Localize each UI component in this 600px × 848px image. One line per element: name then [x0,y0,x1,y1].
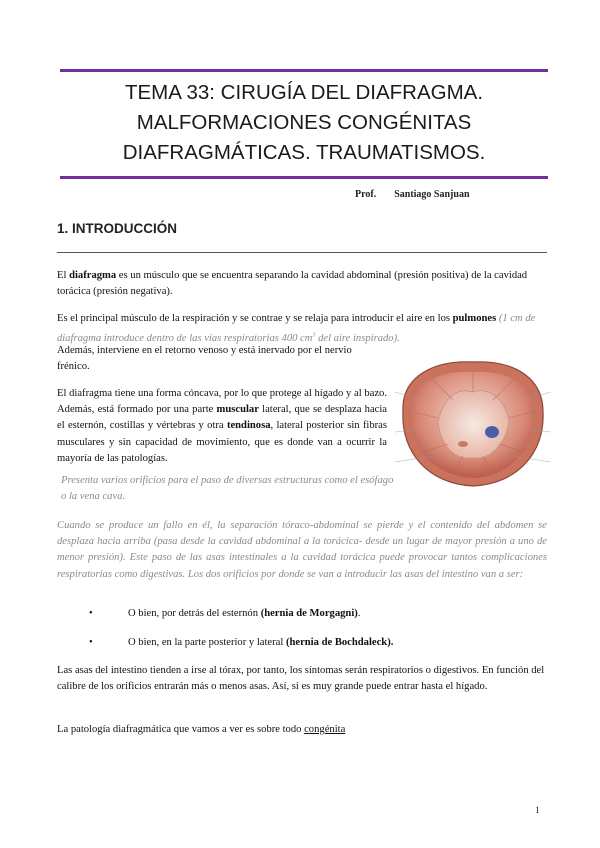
paragraph-2-cont: Además, interviene en el retorno venoso y está inervado por el nervio frénico. [57,345,352,373]
paragraph-7: La patología diafragmática que vamos a ver es sobre todo congénita [57,724,346,735]
term-congenita: congénita [304,724,346,735]
page-number: 1 [535,805,540,815]
term-diafragma: diafragma [69,270,117,281]
paragraph-5: Cuando se produce un fallo en él, la separación tóraco-abdominal se pierde y el contenido del abdomen se desplaza hacia arriba (pasa desde la cavidad abdominal a la torácica- desde un lugar de mayor presión a uno de menor presión). Este paso de las asas intestinales a la cavidad torácica puede provocar tantos complicaciones respiratorias como digestivas. Los dos orificios por donde se van a introducir las asas del intestino van a ser: [57,520,547,580]
note-volume: (1 cm de diafragma introduce dentro de las vías respiratorias 400 $cm^3$ del aire inspirado). [57,313,536,344]
paragraph-6: Las asas del intestino tienden a irse al tórax, por tanto, los síntomas serán respiratorios o digestivos. En función del calibre de los orificios entrarán más o menos asas. Así, si es muy grande puede entrar hasta el hígado. [57,665,545,693]
paragraph-3: El diafragma tiene una forma cóncava, por lo que protege al hígado y al bazo. Además, está formado por una parte muscular lateral, que se desplaza hacia el esternón, costillas y vértebras y otra tendinosa, lateral posterior sin fibras musculares y sin capacidad de movimiento, que es donde van a ocurrir la mayoría de las patologías. [57,388,387,464]
author-line [355,189,470,200]
section-heading: 1. INTRODUCCIÓN [57,221,178,236]
term-pulmones: pulmones [452,313,497,324]
title-bottom-divider [60,176,548,179]
bullet-item-morgagni: O bien, por detrás del esternón (hernia de Morgagni). [128,608,361,619]
page-title [60,78,548,168]
top-divider [60,69,548,72]
author-prefix: Prof. [355,189,377,200]
section-rule [57,252,547,253]
bullet-marker-1: • [89,608,93,619]
bullet-item-bochdaleck: O bien, en la parte posterior y lateral (hernia de Bochdaleck). [128,637,394,648]
paragraph-2: Es el principal músculo de la respiración y se contrae y se relaja para introducir el aire en los pulmones (1 cm de diafragma introduce dentro de las vías respiratorias 400 $cm^3$ del aire inspirado). [57,313,536,344]
bullet-marker-2: • [89,637,93,648]
paragraph-4: Presenta varios orificios para el paso de diversas estructuras como el esófago o la vena cava. [61,475,394,503]
paragraph-1: El diafragma es un músculo que se encuentra separando la cavidad abdominal (presión positiva) de la cavidad torácica (presión negativa). [57,270,528,298]
title-line-2: MALFORMACIONES CONGÉNITAS [136,111,472,134]
title-line-3: DIAFRAGMÁTICAS. TRAUMATISMOS. [122,141,486,164]
diaphragm-anatomy-illustration [393,352,553,492]
author-name: Santiago Sanjuan [394,189,470,200]
title-line-1: TEMA 33: CIRUGÍA DEL DIAFRAGMA. [124,81,484,104]
